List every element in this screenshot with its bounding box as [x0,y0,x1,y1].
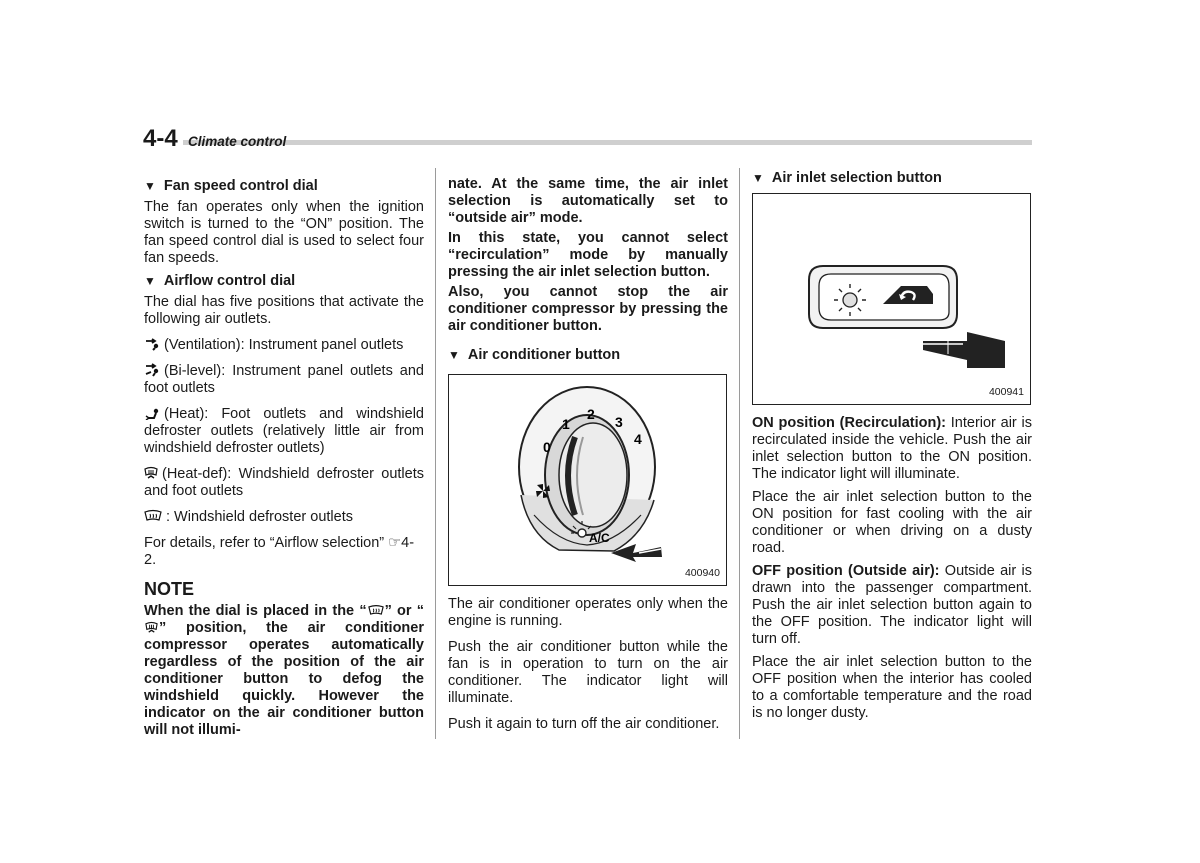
note-title: NOTE [144,579,195,599]
note-continued-1: nate. At the same time, the air inlet selection is automatically set to “outside air” mode. [448,176,728,226]
defrost-mode: : Windshield defroster outlets [144,509,424,526]
column-3 [752,170,1032,728]
ac-button-figure [448,374,727,586]
page-number: 4-4 [143,125,178,152]
fan-speed-heading: ▼ Fan speed control dial [144,178,318,194]
bilevel-mode: (Bi-level): Instrument panel outlets and foot outlets [144,363,424,396]
column-divider-2 [739,168,740,739]
bi-level-icon [144,363,160,377]
fan-speed-text: The fan operates only when the ignition switch is turned to the “ON” position. The fan speed control dial is used to select four fan speeds. [144,199,424,266]
column-1 [144,178,424,745]
details-reference: For details, refer to “Airflow selection” ☞4-2. [144,535,415,568]
heat-def-icon [145,621,158,634]
note-continued-3: Also, you cannot stop the air conditioner compressor by pressing the air conditioner button. [448,284,728,334]
ac-text-1: The air conditioner operates only when the engine is running. [448,596,728,629]
defroster-icon [368,604,384,617]
ac-dial-illustration [449,375,726,585]
inlet-button-figure [752,193,1031,405]
off-position-advice: Place the air inlet selection button to the OFF position when the interior has cooled to a comfortable temperature and the road is no longer dusty. [752,654,1032,721]
dial-label-0: 0 [543,439,551,455]
header-rule [183,140,1032,145]
figure-code: 400940 [684,567,720,579]
page-header [143,126,1032,150]
dial-label-3: 3 [615,414,623,430]
inlet-heading: ▼ Air inlet selection button [752,170,942,186]
dial-label-2: 2 [587,406,595,422]
defroster-icon [144,509,162,523]
dial-label-4: 4 [634,431,642,447]
heat-icon [144,406,160,420]
heat-def-mode: (Heat-def): Windshield defroster outlets and foot outlets [144,466,424,499]
vent-mode: (Ventilation): Instrument panel outlets [144,337,424,354]
ac-label: A/C [589,531,610,545]
heat-def-icon [144,466,158,480]
ventilation-icon [144,337,160,351]
airflow-heading: ▼ Airflow control dial [144,273,296,289]
column-divider-1 [435,168,436,739]
on-position-advice: Place the air inlet selection button to the ON position for fast cooling with the air conditioner or when driving on a dusty road. [752,489,1032,556]
column-2 [448,176,728,739]
section-title: Climate control [188,134,287,149]
inlet-button-illustration [753,194,1030,404]
ac-text-3: Push it again to turn off the air conditioner. [448,716,720,732]
figure-code: 400941 [988,386,1024,398]
note-text: When the dial is placed in the “ ” or “” position, the air conditioner compressor operates automatically regardless of the position of the air conditioner button to defog the windshield quickly. However the indicator on the air conditioner button will not illumi- [144,603,424,738]
on-position-text: ON position (Recirculation): Interior air is recirculated inside the vehicle. Push the air inlet selection button to the ON position. The indicator light will illuminate. [752,415,1032,482]
off-position-text: OFF position (Outside air): Outside air is drawn into the passenger compartment. Push the air inlet selection button again to the OFF position. The indicator light will turn off. [752,563,1032,647]
ac-button-heading: ▼ Air conditioner button [448,347,621,363]
airflow-text: The dial has five positions that activate the following air outlets. [144,294,424,327]
dial-label-1: 1 [562,416,570,432]
ac-text-2: Push the air conditioner button while the fan is in operation to turn on the air conditioner. The indicator light will illuminate. [448,639,728,706]
heat-mode: (Heat): Foot outlets and windshield defroster outlets (relatively little air from windshield defroster outlets) [144,406,424,456]
note-continued-2: In this state, you cannot select “recirculation” mode by manually pressing the air inlet selection button. [448,230,728,280]
